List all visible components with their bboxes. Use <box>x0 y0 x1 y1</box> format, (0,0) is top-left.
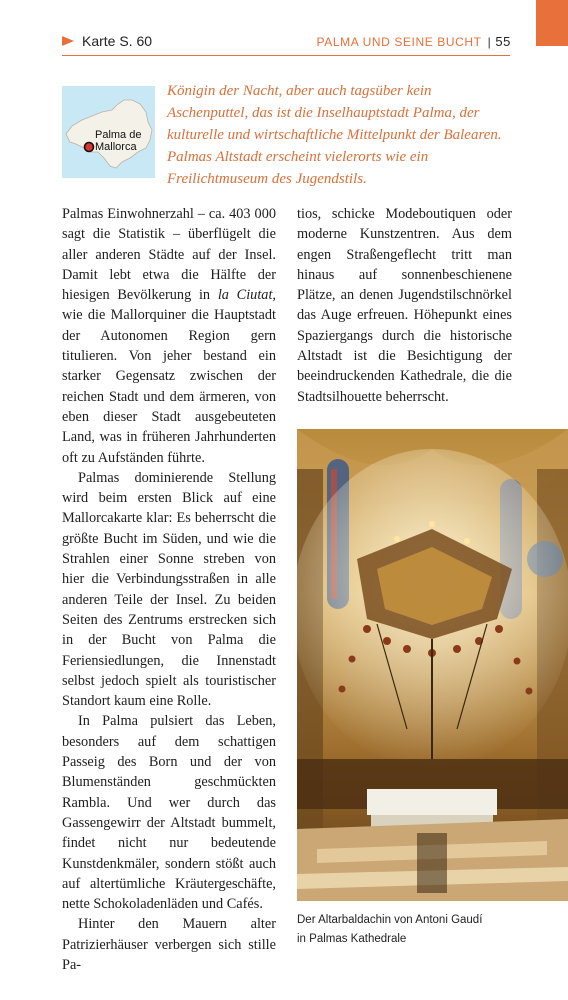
emphasis-la-ciutat: la Ciutat, <box>217 287 276 304</box>
locator-map <box>62 86 155 178</box>
intro-text: Königin der Nacht, aber auch tagsüber kein Aschenputtel, das ist die Inselhauptstadt Palma, der kulturelle und wirtschaftliche Mittelpunkt der Balearen. Palmas Altstadt erscheint vielerorts wie ein Freilichtmuseum des Jugendstils. <box>167 83 502 187</box>
separator: | <box>487 35 492 49</box>
map-reference-label: Karte S. 60 <box>82 33 153 49</box>
page-header <box>0 0 568 60</box>
caption-line-2: in Palmas Kathedrale <box>297 933 407 945</box>
cathedral-photo <box>297 429 568 901</box>
arrow-icon <box>62 36 74 46</box>
map-label-line2: Mallorca <box>95 141 137 153</box>
section-title: PALMA UND SEINE BUCHT <box>316 35 482 49</box>
text-column-right <box>297 204 512 407</box>
map-reference[interactable] <box>62 33 152 49</box>
location-marker-icon <box>85 143 94 152</box>
paragraph-4: Hinter den Mauern alter Patrizierhäuser verbergen sich stille Pa- <box>62 916 276 973</box>
paragraph-2: Palmas dominierende Stellung wird beim ersten Blick auf eine Mallorcakarte klar: Es beherrscht die größte Bucht im Süden, und wie die Strahlen einer Sonne streben von hier die Verbindungsstraßen in alle anderen Teile der Insel. Zu beiden Seiten des Zentrums erstrecken sich in der Bucht von Palma die Feriensiedlungen, die Innenstadt selbst jedoch spielt als touristischer Standort kaum eine Rolle. <box>62 469 276 710</box>
cathedral-baldachin-image <box>297 429 568 901</box>
header-rule <box>62 55 510 56</box>
page-tab-marker <box>536 0 568 46</box>
paragraph-3: In Palma pulsiert das Leben, besonders auf dem schattigen Passeig des Born und der von Blumenständen geschmückten Rambla. Und wer durch das Gassengewirr der Altstadt bummelt, findet nicht nur bedeutende Kunstdenkmäler, sondern stößt auch auf altertümliche Kräutergeschäfte, nette Schokoladenläden und Cafés. <box>62 713 276 913</box>
photo-caption <box>297 911 547 949</box>
paragraph-4-continued: tios, schicke Modeboutiquen oder moderne Kunstzentren. Aus dem engen Straßengeflecht tritt man hinaus auf sonnenbeschienene Plätze, an denen Jugendstilschnörkel das Auge erfreuen. Höhepunkt eines Spaziergangs durch die historische Altstadt ist die Besichtigung der beeindruckenden Kathedrale, die die Stadtsilhouette beherrscht. <box>297 206 512 405</box>
mallorca-map-icon <box>62 86 155 178</box>
page-number: 55 <box>495 34 511 49</box>
map-label-line1: Palma de <box>95 129 142 141</box>
paragraph-1: Palmas Einwohnerzahl – ca. 403 000 sagt die Statistik – überflügelt die aller anderen Städte auf der Insel. Damit lebt etwa die Hälfte der hiesigen Bevölkerung in la Ciutat, wie die Mallorquiner die Hauptstadt der Autonomen Region gern titulieren. Von jeher bestand ein starker Gegensatz zwischen der reichen Stadt und dem ärmeren, von eben dieser Stadt ausgebeuteten Land, was in früheren Jahrhunderten oft zu Aufständen führte. <box>62 206 276 466</box>
running-head <box>317 34 511 49</box>
text-column-left <box>62 204 276 975</box>
caption-line-1: Der Altarbaldachin von Antoni Gaudí <box>297 914 483 926</box>
